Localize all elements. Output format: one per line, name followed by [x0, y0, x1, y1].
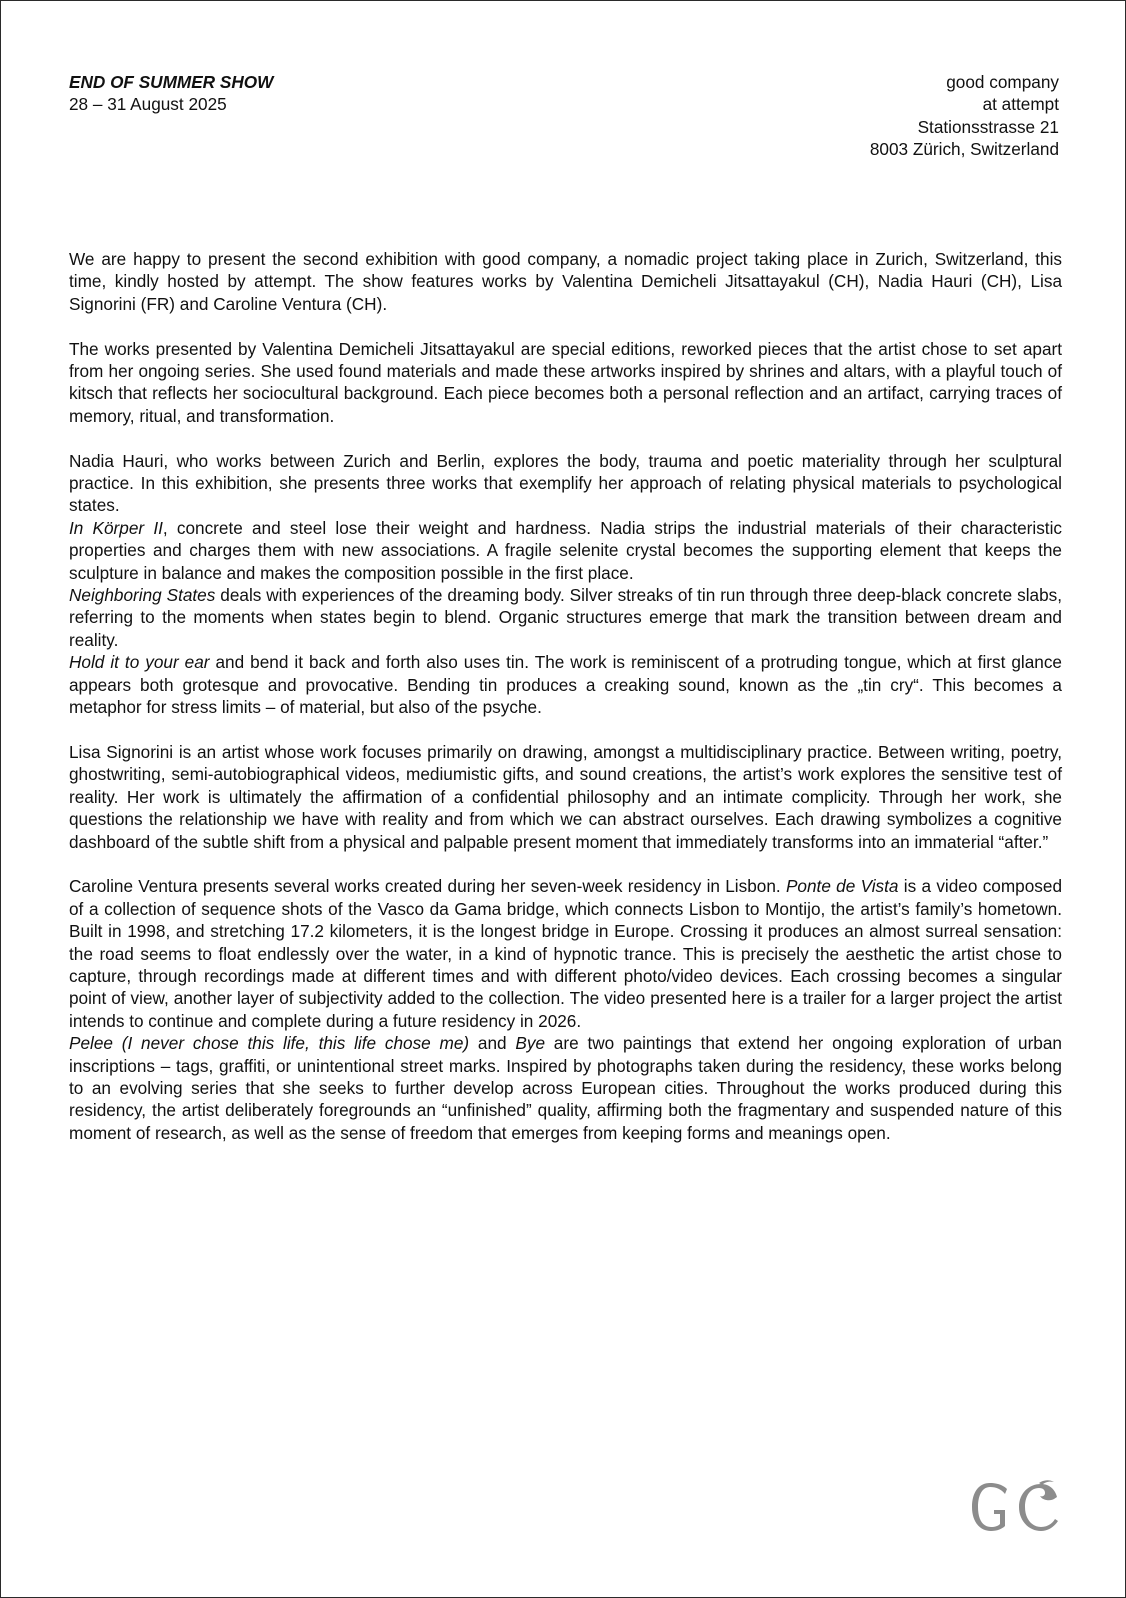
- paragraph-nadia-hold: [69, 651, 1062, 718]
- paragraph-caroline-video: [69, 875, 1062, 1032]
- venue-line: good company: [946, 72, 1059, 92]
- paragraph-nadia-intro: Nadia Hauri, who works between Zurich and Berlin, explores the body, trauma and poetic materiality through her sculptural practice. In this exhibition, she presents three works that exemplify her approach of relating physical materials to psychological states.: [69, 450, 1062, 516]
- paragraph-nadia-neighboring: [69, 584, 1062, 651]
- work-title: Pelee (I never chose this life, this life chose me): [69, 1033, 470, 1054]
- work-title: Neighboring States: [69, 585, 216, 606]
- venue-line: 8003 Zürich, Switzerland: [869, 139, 1059, 160]
- work-description: are two paintings that extend her ongoing exploration of urban inscriptions – tags, graffiti, or unintentional street marks. Inspired by photographs taken during the residency, these works belong to an evolving series that she seeks to further develop across European cities. Throughout the works produced during this residency, the artist deliberately foregrounds an “unfinished” quality, affirming both the fragmentary and suspended nature of this moment of research, as well as the sense of freedom that emerges from keeping forms and meanings open.: [69, 1033, 1062, 1143]
- paragraph-lisa: Lisa Signorini is an artist whose work focuses primarily on drawing, amongst a multidisciplinary practice. Between writing, poetry, ghostwriting, semi-autobiographical videos, mediumistic gifts, and sound creations, the artist’s work explores the sensitive test of reality. Her work is ultimately the affirmation of a confidential philosophy and an intimate complicity. Through her work, she questions the relationship we have with reality and from which we can abstract ourselves. Each drawing symbolizes a cognitive dashboard of the subtle shift from a physical and palpable present moment that immediately transforms into an immaterial “after.”: [69, 741, 1062, 852]
- work-description: is a video composed of a collection of sequence shots of the Vasco da Gama bridge, which connects Lisbon to Montijo, the artist’s family’s hometown. Built in 1998, and stretching 17.2 kilometers, it is the longest bridge in Europe. Crossing it produces an almost surreal sensation: the road seems to float endlessly over the water, in a kind of hypnotic trance. This is precisely the aesthetic the artist chose to capture, through recordings made at different times and with different photo/video devices. Each crossing becomes a singular point of view, another layer of subjectivity added to the collection. The video presented here is a trailer for a larger project the artist intends to continue and complete during a future residency in 2026.: [69, 876, 1063, 1031]
- logo-letter-g-shape: [972, 1483, 1007, 1531]
- work-title: Bye: [515, 1033, 546, 1054]
- paragraph-caroline-paintings: [69, 1032, 1062, 1144]
- show-title: END OF SUMMER SHOW: [69, 72, 274, 92]
- good-company-logo: [969, 1479, 1061, 1535]
- venue-line: at attempt: [982, 94, 1059, 115]
- paragraph-intro: We are happy to present the second exhibition with good company, a nomadic project taking place in Zurich, Switzerland, this time, kindly hosted by attempt. The show features works by Valentina Demicheli Jitsattayakul (CH), Nadia Hauri (CH), Lisa Signorini (FR) and Caroline Ventura (CH).: [69, 249, 1062, 314]
- venue-line: Stationsstrasse 21: [917, 116, 1059, 137]
- show-dates: 28 – 31 August 2025: [69, 94, 227, 115]
- work-title: In Körper II: [69, 517, 163, 538]
- paragraph-valentina: The works presented by Valentina Demicheli Jitsattayakul are special editions, reworked pieces that the artist chose to set apart from her ongoing series. She used found materials and made these artworks inspired by shrines and altars, with a playful touch of kitsch that reflects her sociocultural background. Each piece becomes both a personal reflection and an artifact, carrying traces of memory, ritual, and transformation.: [69, 338, 1062, 426]
- conjunction: and: [469, 1033, 516, 1054]
- caroline-lead: Caroline Ventura presents several works created during her seven-week residency in Lisbon.: [69, 876, 786, 897]
- work-description: and bend it back and forth also uses tin. The work is reminiscent of a protruding tongue, which at first glance appears both grotesque and provocative. Bending tin produces a creaking sound, known as the „tin cry“. This becomes a metaphor for stress limits – of material, but also of the psyche.: [69, 652, 1062, 718]
- press-text: [69, 248, 1062, 1144]
- paragraph-nadia-korper: [69, 517, 1062, 584]
- logo-curl-shape: [1039, 1480, 1054, 1485]
- work-title: Ponte de Vista: [785, 876, 899, 897]
- work-description: deals with experiences of the dreaming body. Silver streaks of tin run through three deep-black concrete slabs, referring to the moments when states begin to blend. Organic structures emerge that mark the transition between dream and reality.: [69, 585, 1063, 650]
- venue-address: [870, 71, 1059, 161]
- work-title: Hold it to your ear: [69, 652, 210, 673]
- work-description: , concrete and steel lose their weight and hardness. Nadia strips the industrial materials of their characteristic properties and charges them with new associations. A fragile selenite crystal becomes the supporting element that keeps the sculpture in balance and makes the composition possible in the first place.: [69, 517, 1062, 583]
- header-left: [69, 71, 273, 116]
- logo-letter-c-shape: [1019, 1484, 1058, 1531]
